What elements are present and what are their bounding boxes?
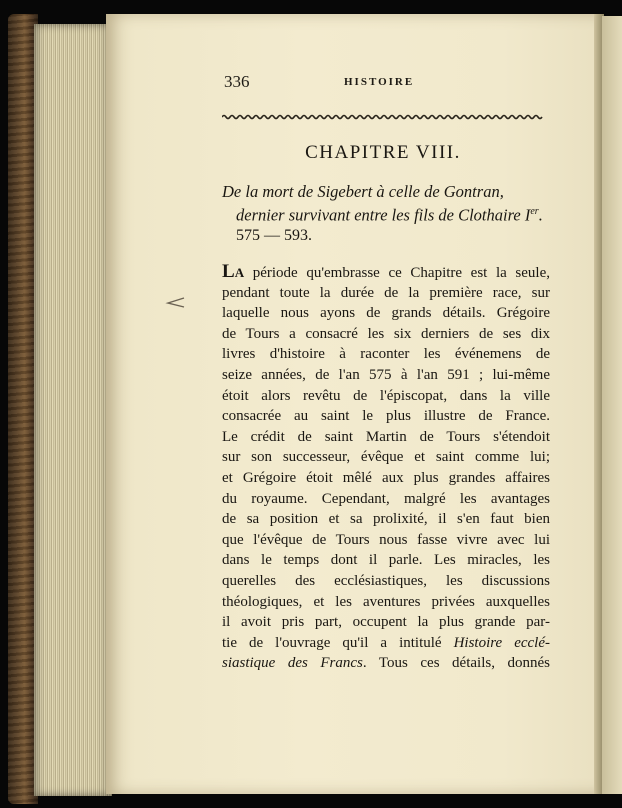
facing-page-edge [602, 16, 622, 794]
line-text: de Tours a consacré les six derniers de ses dix [222, 325, 550, 342]
line-text: que l'évêque de Tours nous fasse vivre avec lui [222, 531, 550, 548]
text-line [222, 489, 550, 510]
line-text: sur son successeur, évêque et saint comme lui; [222, 449, 550, 466]
summary-line-2-text: dernier survivant entre les fils de Clothaire I [236, 205, 531, 225]
page-header [224, 72, 544, 94]
italic-title-part-2: siastique des Francs [222, 655, 363, 672]
chapter-summary [222, 182, 550, 246]
text-line [222, 303, 550, 324]
text-line [222, 283, 550, 304]
text-line [222, 344, 550, 365]
summary-line-1: De la mort de Sigebert à celle de Gontran, [222, 182, 504, 201]
running-title: HISTOIRE [344, 76, 415, 88]
text-line [222, 509, 550, 530]
header-rule [222, 114, 544, 120]
text-line [222, 406, 550, 427]
line-text: tie de l'ouvrage qu'il a intitulé [222, 634, 454, 651]
line-text: consacrée au saint le plus illustre de France. [222, 408, 550, 425]
line-text: et Grégoire étoit mêlé aux plus grandes affaires [222, 469, 550, 486]
text-line [222, 592, 550, 613]
line-text: livres d'histoire à raconter les événemens de [222, 346, 550, 363]
text-line [222, 550, 550, 571]
small-capital: A [234, 265, 245, 280]
text-line [222, 324, 550, 345]
line-text: de sa position et sa prolixité, il s'en faut bien [222, 511, 550, 528]
line-text: dans le temps dont il parle. Les miracles, les [222, 552, 550, 569]
text-line [222, 612, 550, 633]
line-text: seize années, de l'an 575 à l'an 591 ; lui-même [222, 366, 550, 383]
line-text: du royaume. Cependant, malgré les avantages [222, 490, 550, 507]
summary-superscript: er [530, 206, 539, 217]
line-text: il avoit pris part, occupent la plus grande par- [222, 614, 550, 631]
line-text: querelles des ecclésiastiques, les discussions [222, 572, 550, 589]
line-text: . Tous ces détails, donnés [362, 655, 550, 672]
text-line [222, 386, 550, 407]
drop-capital: L [222, 261, 235, 282]
margin-pencil-mark [164, 296, 186, 308]
italic-title-part-1: Histoire ecclé- [453, 634, 550, 651]
text-line [222, 653, 550, 674]
line-text: théologiques, et les aventures privées auxquelles [222, 593, 550, 610]
text-line [222, 427, 550, 448]
line-text: Le crédit de saint Martin de Tours s'étendoit [222, 428, 550, 445]
page-number: 336 [224, 72, 250, 91]
text-line [222, 530, 550, 551]
text-line [222, 468, 550, 489]
line-text: pendant toute la durée de la première race, sur [222, 284, 550, 301]
chapter-title: CHAPITRE VIII. [305, 142, 461, 163]
page-edges [34, 24, 112, 796]
summary-dates: 575 — 593. [236, 226, 312, 244]
line-text: étoit alors revêtu de l'épiscopat, dans la ville [222, 387, 550, 404]
text-line [222, 365, 550, 386]
text-line [222, 262, 550, 283]
line-text: période qu'embrasse ce Chapitre est la seule, [244, 265, 550, 281]
line-text: laquelle nous ayons de grands détails. Grégoire [222, 305, 550, 322]
text-line [222, 571, 550, 592]
summary-line-2: dernier survivant entre les fils de Clothaire Ier. [236, 205, 543, 225]
text-line [222, 633, 550, 654]
text-line [222, 447, 550, 468]
body-paragraph [222, 262, 550, 674]
